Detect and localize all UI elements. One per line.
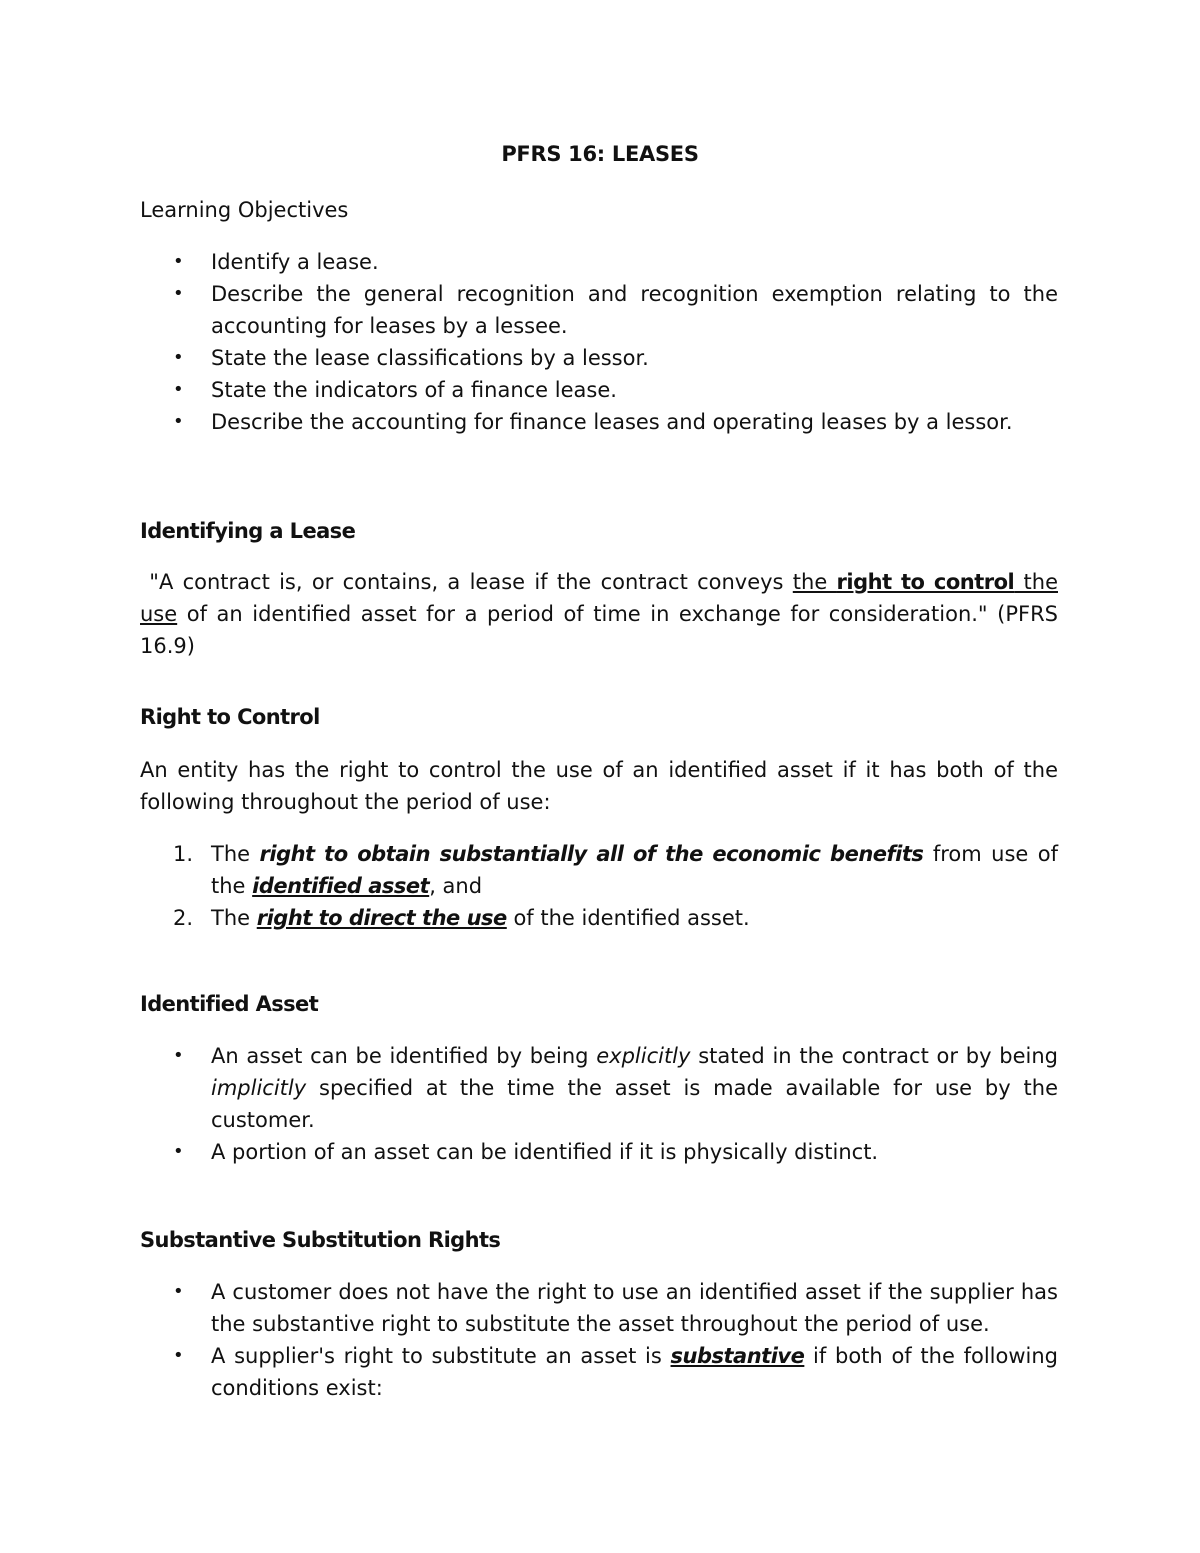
list-item: • Identify a lease. — [140, 246, 1058, 278]
objectives-list — [140, 246, 1058, 438]
identified-asset-heading: Identified Asset — [140, 992, 319, 1016]
list-number: 2. — [173, 906, 194, 930]
identifying-heading: Identifying a Lease — [140, 519, 356, 543]
objectives-heading: Learning Objectives — [140, 198, 349, 222]
list-item: 2. The right to direct the use of the identified asset. — [140, 902, 1058, 934]
document-title: PFRS 16: LEASES — [501, 142, 699, 166]
bullet-icon: • — [173, 1141, 184, 1162]
list-item: • A portion of an asset can be identified if it is physically distinct. — [140, 1136, 1058, 1168]
bullet-icon: • — [173, 411, 184, 432]
list-item: • Describe the general recognition and recognition exemption relating to the accounting for leases by a lessee. — [140, 278, 1058, 342]
list-item: • State the lease classifications by a lessor. — [140, 342, 1058, 374]
list-number: 1. — [173, 842, 194, 866]
list-item: • A supplier's right to substitute an asset is substantive if both of the following conditions exist: — [140, 1340, 1058, 1404]
identified-asset-list — [140, 1040, 1058, 1168]
list-item: • State the indicators of a finance lease. — [140, 374, 1058, 406]
bullet-icon: • — [173, 1345, 184, 1366]
substitution-heading: Substantive Substitution Rights — [140, 1228, 501, 1252]
list-item: • Describe the accounting for finance leases and operating leases by a lessor. — [140, 406, 1058, 438]
list-item: • A customer does not have the right to use an identified asset if the supplier has the substantive right to substitute the asset throughout the period of use. — [140, 1276, 1058, 1340]
right-to-control-heading: Right to Control — [140, 705, 320, 729]
bullet-icon: • — [173, 1281, 184, 1302]
list-item: 1. The right to obtain substantially all of the economic benefits from use of the identified asset, and — [140, 838, 1058, 902]
bullet-icon: • — [173, 1045, 184, 1066]
list-item: • An asset can be identified by being explicitly stated in the contract or by being implicitly specified at the time the asset is made available for use by the customer. — [140, 1040, 1058, 1136]
bullet-icon: • — [173, 347, 184, 368]
bullet-icon: • — [173, 283, 184, 304]
lease-definition-quote: "A contract is, or contains, a lease if the contract conveys the right to control the use of an identified asset for a period of time in exchange for consideration." (PFRS 16.9) — [140, 570, 1058, 658]
right-to-control-list — [140, 838, 1058, 934]
substitution-list — [140, 1276, 1058, 1404]
bullet-icon: • — [173, 379, 184, 400]
right-to-control-intro: An entity has the right to control the use of an identified asset if it has both of the following throughout the period of use: — [140, 758, 1058, 814]
bullet-icon: • — [173, 251, 184, 272]
